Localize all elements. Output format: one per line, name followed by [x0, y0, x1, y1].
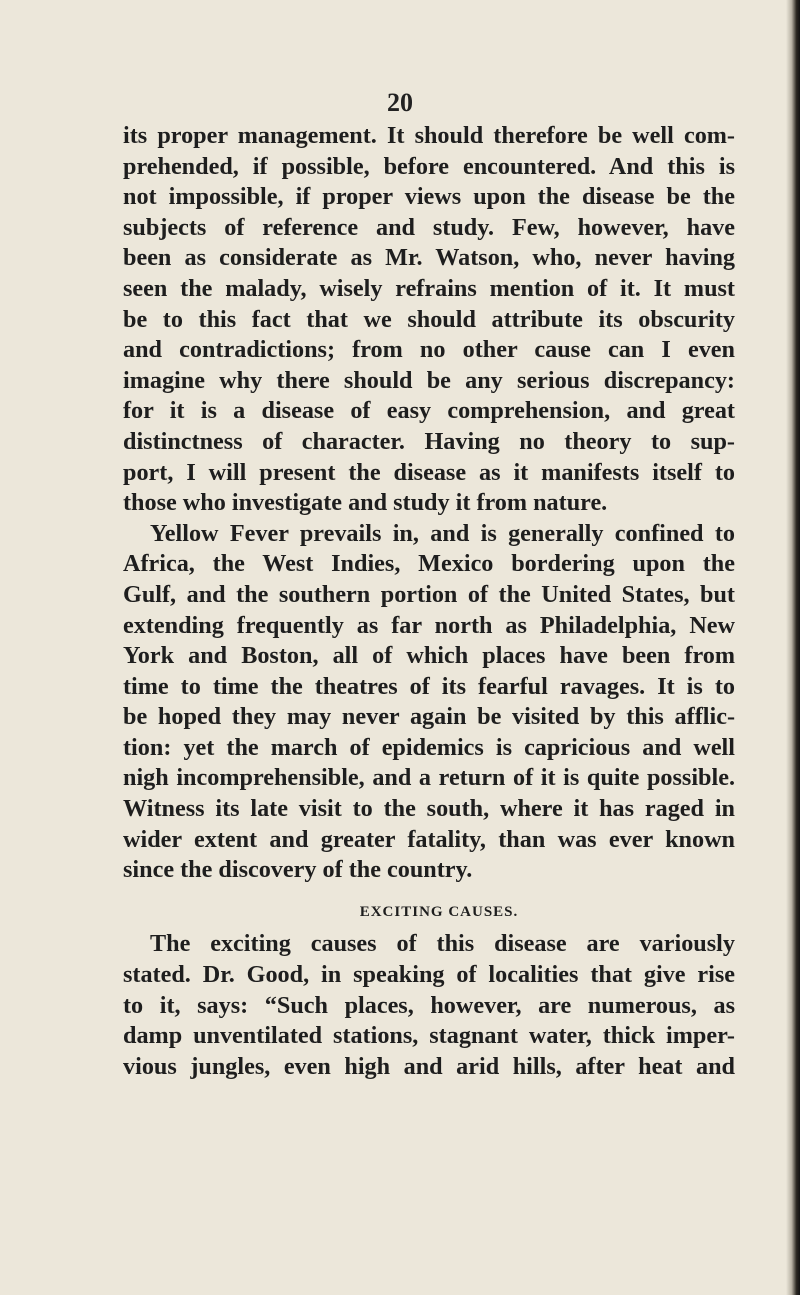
- page-edge-shadow: [786, 0, 800, 1295]
- page-number: 20: [387, 88, 413, 117]
- text-line: nigh incomprehensible, and a return of it is quite possible.: [123, 764, 735, 792]
- body-text: [123, 121, 735, 1082]
- text-line: Gulf, and the southern portion of the United States, but: [123, 580, 735, 608]
- text-line: Witness its late visit to the south, where it has raged in: [123, 795, 735, 823]
- text-line: imagine why there should be any serious discrepancy:: [123, 366, 735, 394]
- section-heading: EXCITING CAUSES.: [359, 903, 519, 920]
- text-line: stated. Dr. Good, in speaking of localities that give rise: [123, 961, 735, 989]
- text-line: extending frequently as far north as Philadelphia, New: [123, 611, 735, 639]
- text-line: wider extent and greater fatality, than was ever known: [123, 825, 735, 853]
- text-line: Yellow Fever prevails in, and is generally confined to: [150, 519, 735, 547]
- text-line: distinctness of character. Having no theory to sup-: [123, 427, 735, 455]
- text-line: those who investigate and study it from nature.: [123, 489, 608, 517]
- text-line: tion: yet the march of epidemics is capricious and well: [123, 733, 735, 761]
- text-line: since the discovery of the country.: [123, 856, 473, 884]
- text-line: been as considerate as Mr. Watson, who, never having: [123, 244, 735, 272]
- text-line: time to time the theatres of its fearful ravages. It is to: [123, 672, 735, 700]
- text-line: Africa, the West Indies, Mexico bordering upon the: [123, 550, 735, 578]
- text-line: not impossible, if proper views upon the disease be the: [123, 183, 735, 211]
- paragraph-1: [123, 121, 735, 519]
- text-line: to it, says: “Such places, however, are numerous, as: [123, 991, 735, 1019]
- text-line: be to this fact that we should attribute its obscurity: [123, 305, 735, 333]
- paragraph-2: [123, 519, 735, 886]
- paragraph-3: [123, 929, 735, 1082]
- text-line: seen the malady, wisely refrains mention of it. It must: [123, 274, 735, 302]
- text-line: and contradictions; from no other cause can I even: [123, 336, 735, 364]
- text-line: for it is a disease of easy comprehension, and great: [123, 397, 735, 425]
- text-line: subjects of reference and study. Few, however, have: [123, 213, 735, 241]
- text-line: The exciting causes of this disease are variously: [150, 930, 735, 958]
- text-line: port, I will present the disease as it manifests itself to: [123, 458, 735, 486]
- text-line: be hoped they may never again be visited by this afflic-: [123, 703, 735, 731]
- text-line: vious jungles, even high and arid hills, after heat and: [123, 1052, 735, 1080]
- text-line: York and Boston, all of which places have been from: [123, 642, 735, 670]
- text-line: its proper management. It should therefore be well com-: [123, 122, 735, 149]
- text-line: damp unventilated stations, stagnant water, thick imper-: [123, 1022, 735, 1050]
- text-line: prehended, if possible, before encountered. And this is: [123, 152, 735, 180]
